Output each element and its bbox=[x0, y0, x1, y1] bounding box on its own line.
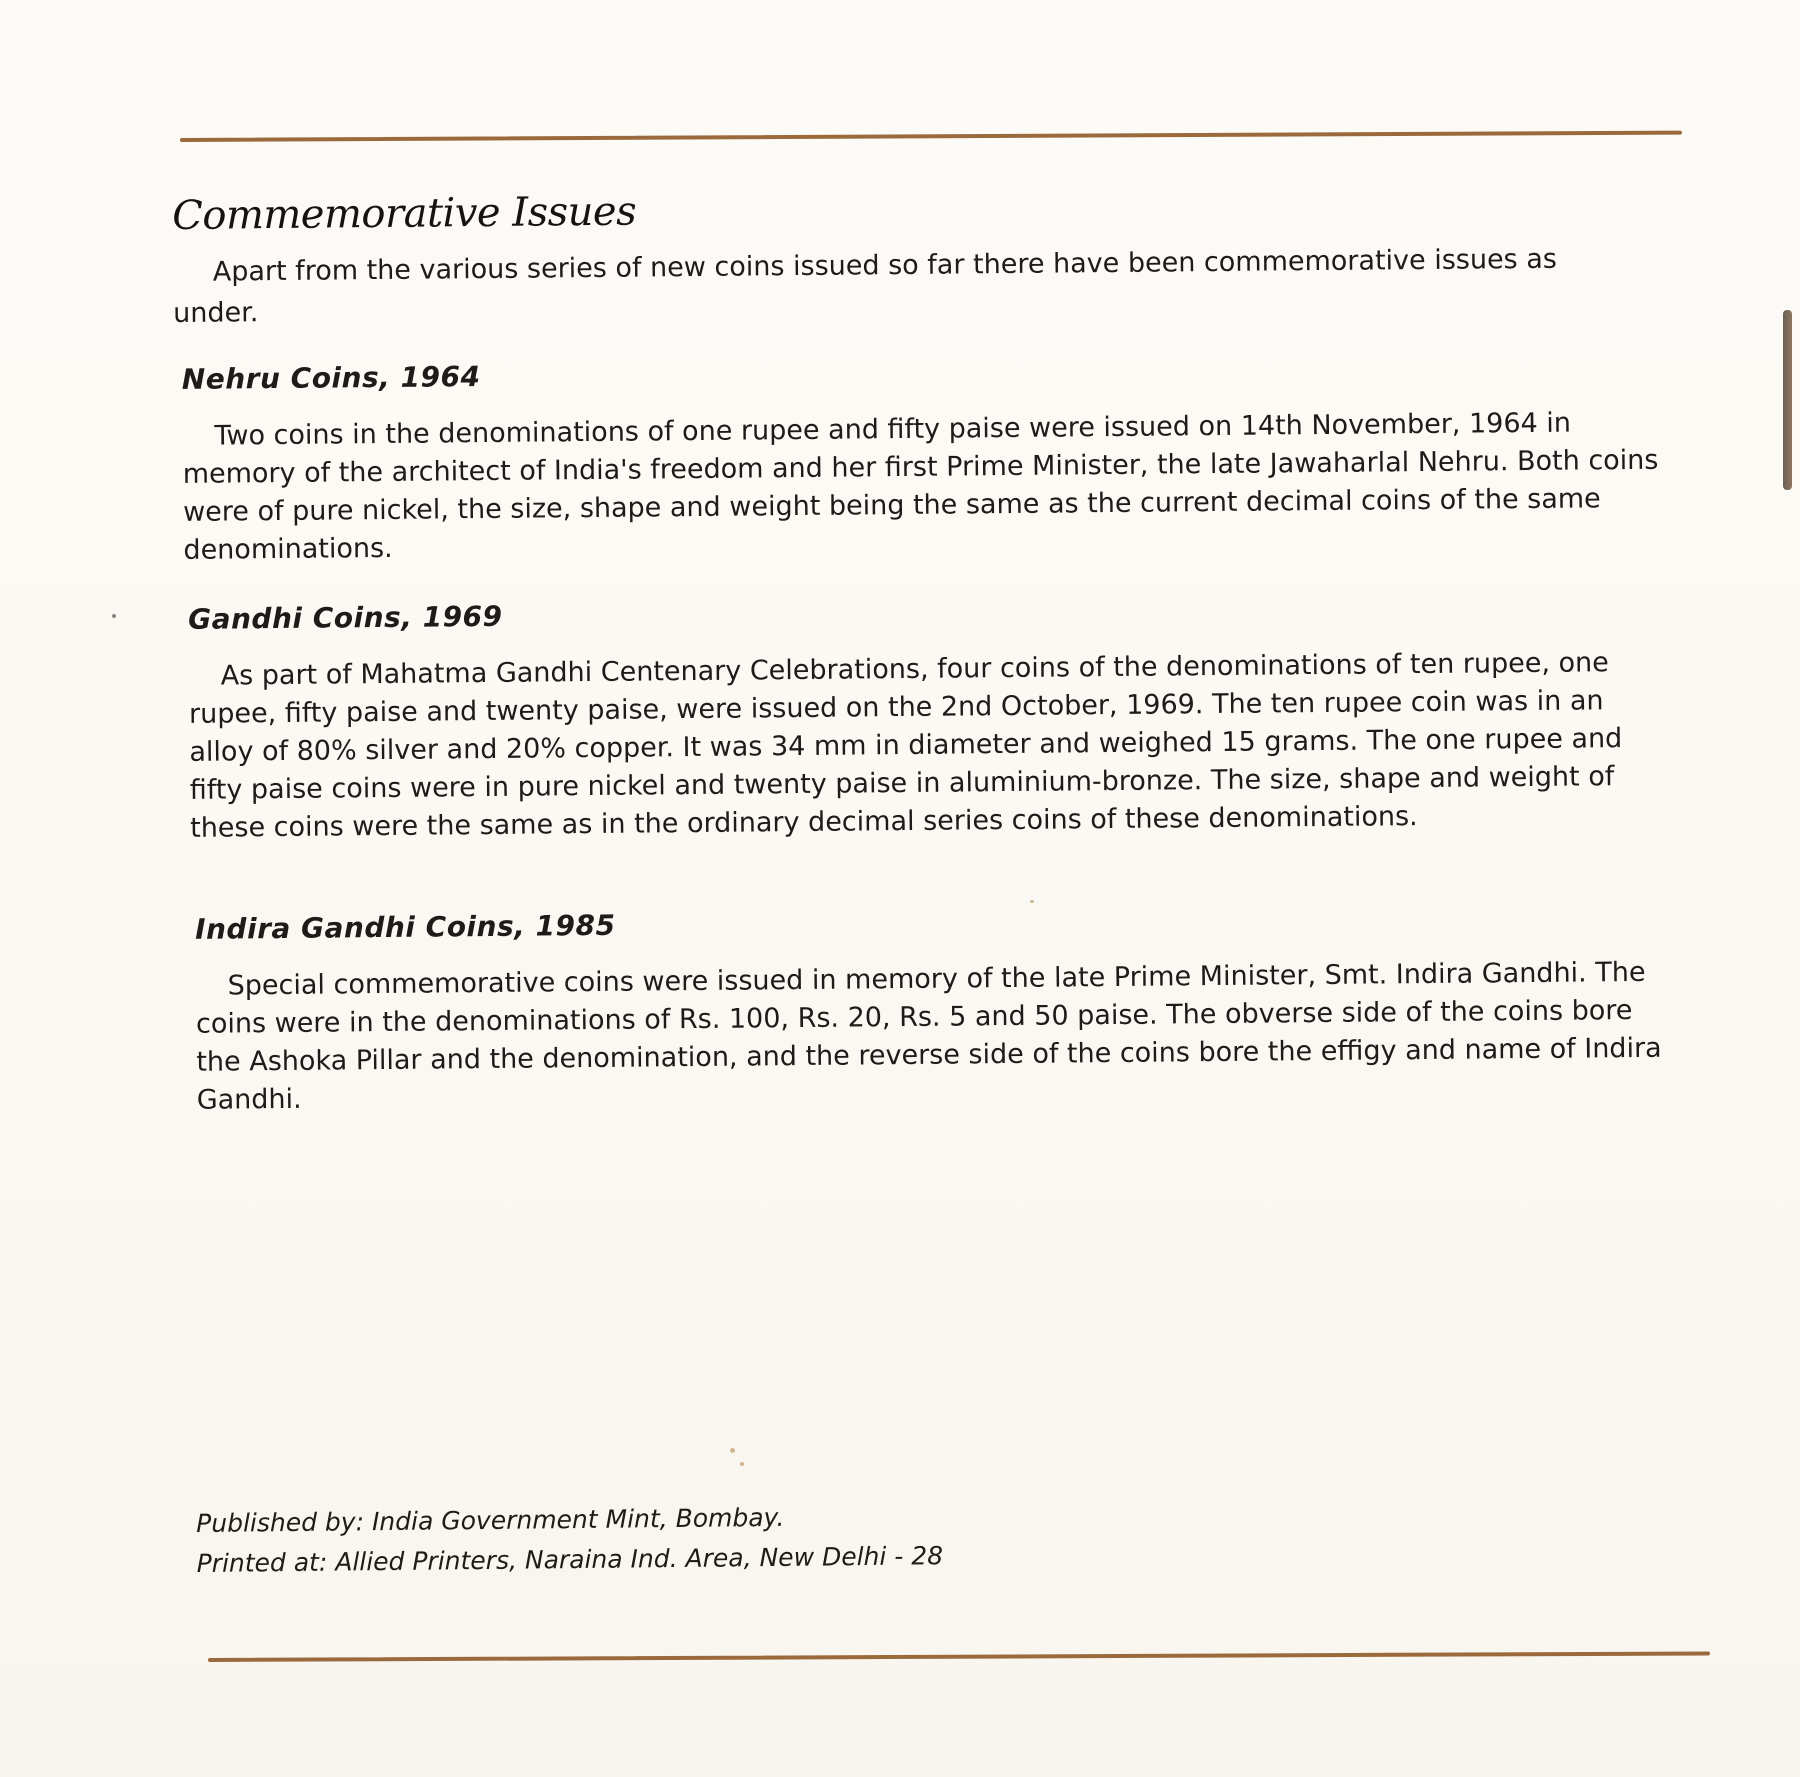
published-by-line: Published by: India Government Mint, Bombay. bbox=[196, 1502, 785, 1538]
section-body-indira: Special commemorative coins were issued in memory of the late Prime Minister, Smt. Indira Gandhi. The coins were in the denominations of Rs. 100, Rs. 20, Rs. 5 and 50 paise. The obverse side of the coins bore the Ashoka Pillar and the denomination, and the reverse side of the coins bore the effigy and name of Indira Gandhi. bbox=[195, 956, 1662, 1116]
binding-edge-mark bbox=[1783, 310, 1792, 490]
section-heading-nehru: Nehru Coins, 1964 bbox=[181, 360, 481, 396]
printed-at-line: Printed at: Allied Printers, Naraina Ind. Area, New Delhi - 28 bbox=[196, 1541, 944, 1578]
paper-speck bbox=[112, 614, 116, 618]
paper-speck bbox=[740, 1462, 744, 1466]
publication-footer bbox=[196, 1496, 943, 1584]
top-divider-rule bbox=[180, 131, 1682, 142]
intro-paragraph: Apart from the various series of new coins issued so far there have been commemorative issues as under. bbox=[173, 243, 1558, 329]
page-title: Commemorative Issues bbox=[172, 188, 637, 239]
section-body-nehru: Two coins in the denominations of one rupee and fifty paise were issued on 14th November, 1964 in memory of the architect of India's freedom and her first Prime Minister, the late Jawaharlal Nehru. Both coins were of pure nickel, the size, shape and weight being the same as the current decimal coins of the same denominations. bbox=[182, 407, 1659, 566]
paper-speck bbox=[730, 1448, 735, 1453]
content-block bbox=[172, 173, 1693, 1116]
section-heading-gandhi: Gandhi Coins, 1969 bbox=[187, 599, 503, 636]
paper-speck bbox=[1030, 900, 1034, 903]
section-body-gandhi: As part of Mahatma Gandhi Centenary Celebrations, four coins of the denominations of ten rupee, one rupee, fifty paise and twenty paise, were issued on the 2nd October, 1969. The ten rupee coin was in an alloy of 80% silver and 20% copper. It was 34 mm in diameter and weighed 15 grams. The one rupee and fifty paise coins were in pure nickel and twenty paise in aluminium-bronze. The size, shape and weight of these coins were the same as in the ordinary decimal series coins of these denominations. bbox=[188, 647, 1623, 844]
bottom-divider-rule bbox=[208, 1651, 1710, 1662]
section-heading-indira: Indira Gandhi Coins, 1985 bbox=[194, 908, 616, 946]
